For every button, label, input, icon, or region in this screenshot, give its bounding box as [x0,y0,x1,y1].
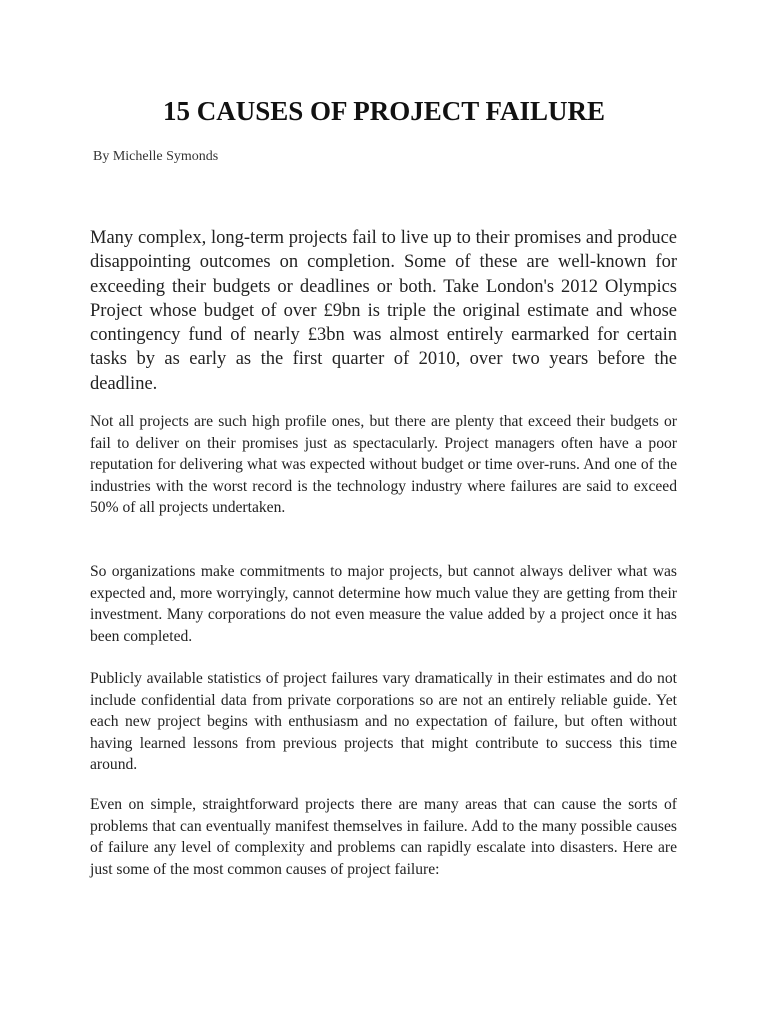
author-byline: By Michelle Symonds [93,149,219,164]
body-paragraph: Publicly available statistics of project failures vary dramatically in their estimates and do not include confidential data from private corporations so are not an entirely reliable guide. Yet each new project begins with enthusiasm and no expectation of failure, but often without having learned lessons from previous projects that might contribute to success this time around. [90,670,677,774]
body-paragraph: Even on simple, straightforward projects there are many areas that can cause the sorts of problems that can eventually manifest themselves in failure. Add to the many possible causes of failure any level of complexity and problems can rapidly escalate into disasters. Here are just some of the most common causes of project failure: [90,796,677,878]
body-paragraph: Not all projects are such high profile ones, but there are plenty that exceed their budgets or fail to deliver on their promises just as spectacularly. Project managers often have a poor reputation for delivering what was expected without budget or time over-runs. And one of the industries with the worst record is the technology industry where failures are said to exceed 50% of all projects undertaken. [90,413,677,517]
lead-paragraph: Many complex, long-term projects fail to live up to their promises and produce disappointing outcomes on completion. Some of these are well-known for exceeding their budgets or deadlines or both. Take London's 2012 Olympics Project whose budget of over £9bn is triple the original estimate and whose contingency fund of nearly £3bn was almost entirely earmarked for certain tasks by as early as the first quarter of 2010, over two years before the deadline. [90,228,677,394]
body-paragraph: So organizations make commitments to major projects, but cannot always deliver what was expected and, more worryingly, cannot determine how much value they are getting from their investment. Many corporations do not even measure the value added by a project once it has been completed. [90,563,677,645]
document-title: 15 CAUSES OF PROJECT FAILURE [162,96,606,126]
